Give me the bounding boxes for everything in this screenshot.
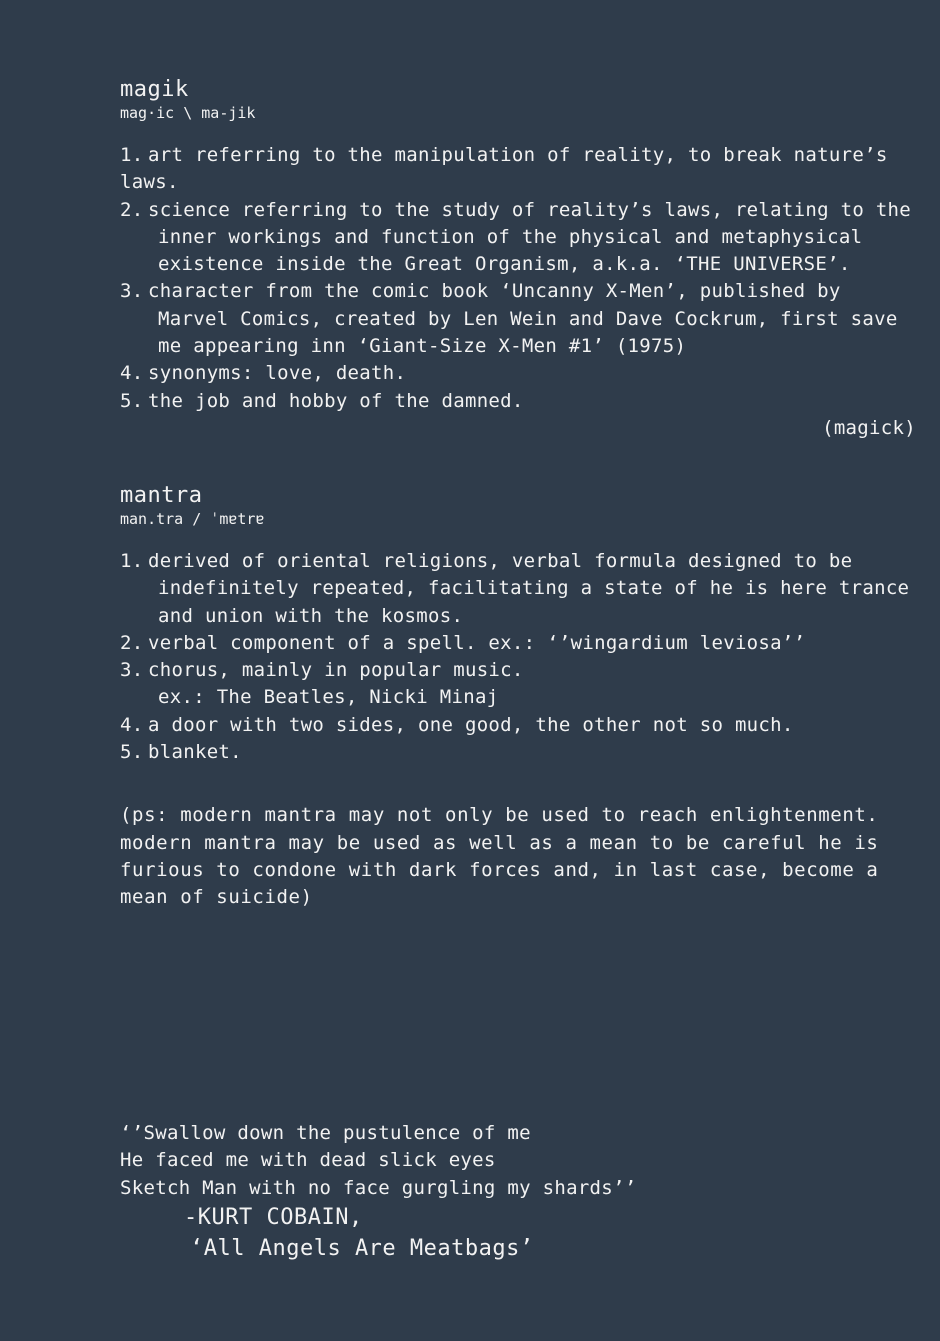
definition-text: blanket. <box>148 741 242 764</box>
entry-pronunciation: man.tra / ˈmɐtrɐ <box>120 509 265 528</box>
definition-number: 1. <box>120 549 144 572</box>
definition-text: character from the comic book ‘Uncanny X-Men’, published by Marvel Comics, created by Len Wein and Dave Cockrum, first save me appearing inn ‘Giant-Size X-Men #1’ (1975) <box>148 280 898 358</box>
postscript-note: (ps: modern mantra may not only be used to reach enlightenment. modern mantra may be used as well as a mean to be careful he is furious to condone with dark forces and, in last case, become a mean of suicide) <box>120 804 879 909</box>
epigraph-quote <box>120 1120 637 1264</box>
definition-text: a door with two sides, one good, the other not so much. <box>148 713 794 736</box>
definition-text: derived of oriental religions, verbal formula designed to be indefinitely repeated, facilitating a state of he is here trance and union with the kosmos. <box>148 549 910 627</box>
definition-number: 3. <box>120 659 144 682</box>
definition-list <box>120 142 916 415</box>
definition-list <box>120 548 916 766</box>
definition-item <box>120 739 916 766</box>
definition-item <box>120 388 916 415</box>
definition-number: 5. <box>120 389 144 412</box>
entry-word: magik <box>120 77 189 102</box>
definition-number: 4. <box>120 713 144 736</box>
quote-source: ‘All Angels Are Meatbags’ <box>190 1235 534 1261</box>
definition-text: science referring to the study of reality’s laws, relating to the inner workings and function of the physical and metaphysical existence inside the Great Organism, a.k.a. ‘THE UNIVERSE’. <box>148 198 912 276</box>
definition-item <box>120 630 916 657</box>
definition-number: 3. <box>120 280 144 303</box>
definition-example: ex.: The Beatles, Nicki Minaj <box>158 686 499 709</box>
definition-text: art referring to the manipulation of reality, to break nature’s laws. <box>120 144 888 194</box>
definition-number: 2. <box>120 631 144 654</box>
definition-text: chorus, mainly in popular music. <box>148 659 524 682</box>
variant-spelling: (magick) <box>822 416 916 439</box>
definition-item <box>120 197 916 279</box>
definition-text: synonyms: love, death. <box>148 362 407 385</box>
entry-mantra <box>120 484 916 766</box>
definition-number: 1. <box>120 144 144 166</box>
definition-number: 2. <box>120 198 144 221</box>
definition-text: verbal component of a spell. ex.: ‘’wingardium leviosa’’ <box>148 631 806 654</box>
entry-magik <box>120 78 916 442</box>
quote-line: He faced me with dead slick eyes <box>120 1149 496 1172</box>
quote-author: -KURT COBAIN, <box>184 1204 363 1230</box>
quote-line: ‘’Swallow down the pustulence of me <box>120 1122 531 1144</box>
quote-line: Sketch Man with no face gurgling my shards’’ <box>120 1176 637 1199</box>
definition-number: 4. <box>120 362 144 385</box>
definition-item <box>120 142 916 197</box>
dictionary-page <box>120 78 916 912</box>
definition-number: 5. <box>120 741 144 764</box>
definition-item <box>120 712 916 739</box>
definition-item <box>120 657 916 712</box>
definition-text: the job and hobby of the damned. <box>148 389 524 412</box>
definition-item <box>120 548 916 630</box>
entry-word: mantra <box>120 482 203 508</box>
entry-pronunciation: mag·ic \ ma-jik <box>120 104 256 122</box>
definition-item <box>120 278 916 360</box>
definition-item <box>120 360 916 387</box>
